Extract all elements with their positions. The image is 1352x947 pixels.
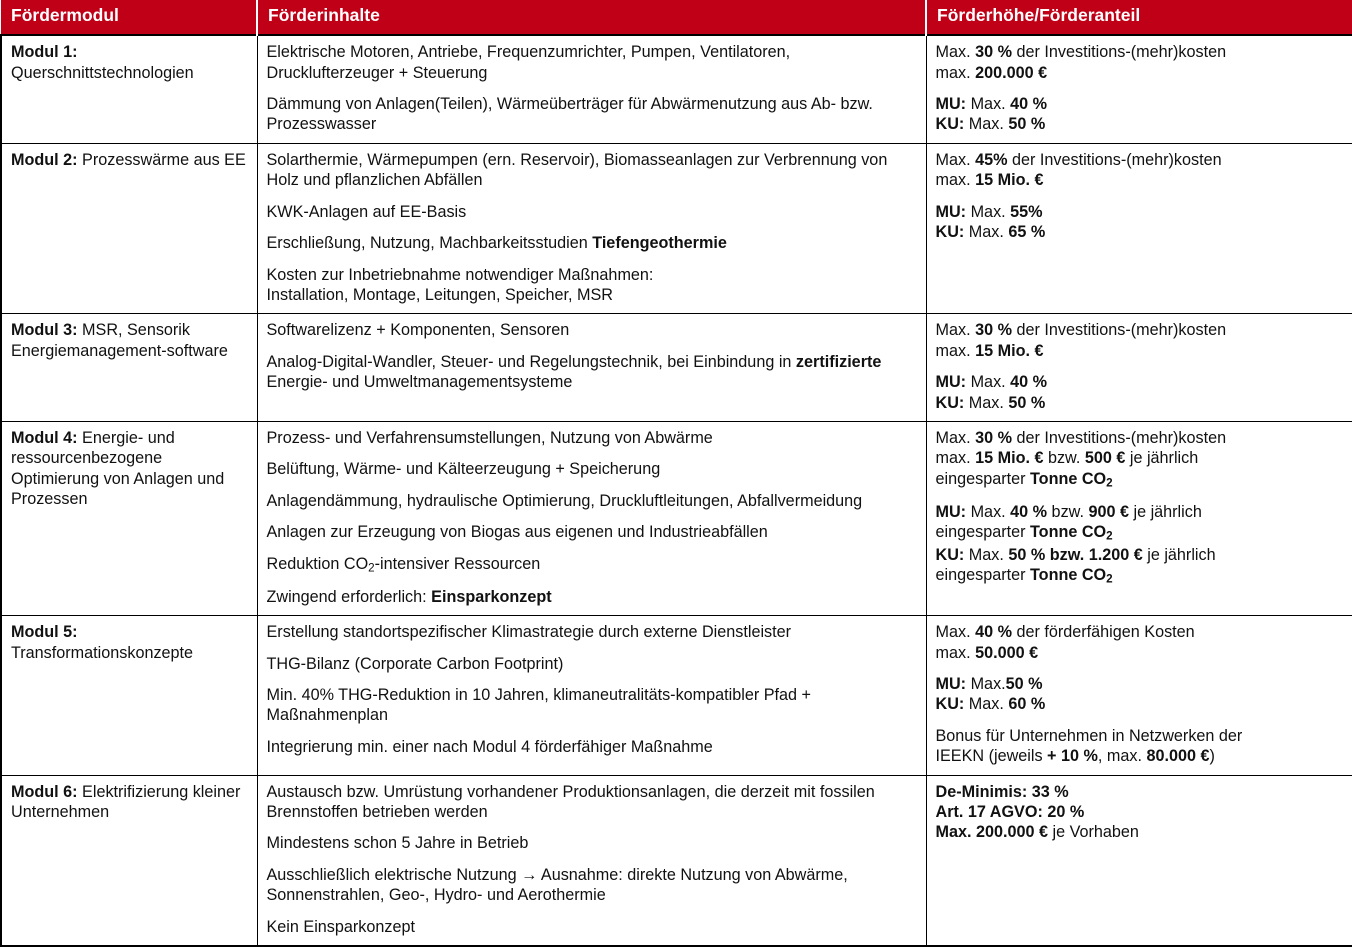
funding-text: je jährlich bbox=[1142, 545, 1216, 564]
funding-value: 30 % bbox=[975, 428, 1012, 447]
funding-text: der Investitions-(mehr)kosten bbox=[1011, 43, 1227, 62]
funding-text: Max. bbox=[935, 150, 976, 169]
cell-funding-5 bbox=[926, 616, 1352, 775]
table-row bbox=[1, 35, 1352, 143]
content-text: Analog-Digital-Wandler, Steuer- und Regelungstechnik, bei Einbindung in bbox=[266, 352, 796, 371]
funding-value: 40 % bbox=[1010, 373, 1048, 392]
funding-text: max. bbox=[935, 643, 976, 662]
table-body bbox=[1, 35, 1352, 946]
cell-funding-3 bbox=[926, 314, 1352, 422]
module-5-name: Transformationskonzepte bbox=[11, 643, 194, 662]
cell-funding-1 bbox=[926, 35, 1352, 143]
subscript: 2 bbox=[368, 561, 375, 575]
cell-contents-2 bbox=[257, 143, 926, 313]
content-item: Integrierung min. einer nach Modul 4 förderfähiger Maßnahme bbox=[266, 737, 713, 756]
funding-text: Max. bbox=[966, 502, 1011, 521]
module-1-name: Querschnittstechnologien bbox=[11, 63, 194, 82]
cell-module-4 bbox=[1, 421, 257, 615]
funding-key: KU: bbox=[935, 115, 965, 134]
funding-text: Max. bbox=[964, 695, 1009, 714]
content-text: Zwingend erforderlich: bbox=[266, 587, 432, 606]
content-item: Min. 40% THG-Reduktion in 10 Jahren, klimaneutralitäts-kompatibler Pfad + Maßnahmenplan bbox=[266, 686, 811, 725]
funding-value: 500 € bbox=[1084, 449, 1126, 468]
content-item: Dämmung von Anlagen(Teilen), Wärmeüberträger für Abwärmenutzung aus Ab- bzw. Prozesswasser bbox=[266, 95, 873, 134]
content-text: -intensiver Ressourcen bbox=[374, 554, 541, 573]
cell-funding-4 bbox=[926, 421, 1352, 615]
funding-text: Bonus für Unternehmen in Netzwerken der bbox=[935, 726, 1243, 745]
funding-text: Max. bbox=[935, 321, 976, 340]
module-6-name: Elektrifizierung kleiner Unternehmen bbox=[11, 782, 241, 822]
funding-text: der Investitions-(mehr)kosten bbox=[1011, 321, 1227, 340]
cell-module-6 bbox=[1, 775, 257, 946]
column-header-foerderinhalte: Förderinhalte bbox=[257, 0, 926, 35]
funding-text: Max. bbox=[964, 223, 1009, 242]
funding-key: KU: bbox=[935, 393, 965, 412]
funding-item bbox=[936, 94, 1344, 135]
module-4-label: Modul 4: bbox=[11, 428, 78, 447]
funding-key: MU: bbox=[935, 373, 967, 392]
funding-text: eingesparter bbox=[935, 566, 1030, 585]
funding-item bbox=[936, 202, 1344, 243]
subscript: 2 bbox=[1106, 476, 1113, 490]
content-item: KWK-Anlagen auf EE-Basis bbox=[266, 202, 467, 221]
module-5-label: Modul 5: bbox=[11, 623, 78, 642]
funding-text: der Investitions-(mehr)kosten bbox=[1011, 428, 1227, 447]
funding-item bbox=[936, 674, 1344, 715]
funding-value: 900 € bbox=[1088, 502, 1129, 521]
funding-value-text: Tonne CO bbox=[1030, 469, 1107, 488]
content-item: Solarthermie, Wärmepumpen (ern. Reservoir), Biomasseanlagen zur Verbrennung von Holz und pflanzlichen Abfällen bbox=[266, 150, 888, 190]
funding-value-text: Tonne CO bbox=[1030, 523, 1107, 542]
content-item: Belüftung, Wärme- und Kälteerzeugung + Speicherung bbox=[266, 460, 661, 479]
funding-value: 40 % bbox=[975, 623, 1012, 642]
content-item: Softwarelizenz + Komponenten, Sensoren bbox=[266, 321, 570, 340]
funding-text: Max. bbox=[966, 95, 1011, 114]
table-row bbox=[1, 616, 1352, 775]
funding-key: KU: bbox=[935, 695, 965, 714]
funding-item bbox=[936, 726, 1344, 767]
funding-key: KU: bbox=[935, 223, 965, 242]
content-item: Ausschließlich elektrische Nutzung → Ausnahme: direkte Nutzung von Abwärme, Sonnenstrahlen, Geo-, Hydro- und Aerothermie bbox=[266, 865, 848, 905]
cell-contents-5 bbox=[257, 616, 926, 775]
content-item: Mindestens schon 5 Jahre in Betrieb bbox=[266, 834, 529, 853]
table-row bbox=[1, 314, 1352, 422]
content-item: Kein Einsparkonzept bbox=[266, 917, 415, 936]
content-text: Installation, Montage, Leitungen, Speicher, MSR bbox=[266, 285, 613, 304]
cell-module-5 bbox=[1, 616, 257, 775]
funding-item bbox=[936, 502, 1344, 587]
cell-contents-6 bbox=[257, 775, 926, 946]
funding-value: 15 Mio. € bbox=[975, 171, 1044, 190]
subscript: 2 bbox=[1106, 572, 1113, 586]
funding-item bbox=[936, 320, 1344, 361]
content-item bbox=[267, 554, 917, 576]
funding-value: 15 Mio. € bbox=[975, 341, 1044, 360]
funding-text: Max. bbox=[935, 428, 976, 447]
funding-key: MU: bbox=[935, 502, 967, 521]
funding-value: 30 % bbox=[975, 321, 1012, 340]
funding-value: 40 % bbox=[1010, 95, 1048, 114]
table-row bbox=[1, 143, 1352, 313]
funding-value: 15 Mio. € bbox=[975, 449, 1044, 468]
funding-value: Art. 17 AGVO: 20 % bbox=[935, 803, 1085, 822]
funding-text: max. bbox=[935, 171, 976, 190]
content-item bbox=[267, 265, 917, 306]
header-row bbox=[1, 0, 1352, 35]
column-header-foerdermodul: Fördermodul bbox=[1, 0, 257, 35]
module-2-label: Modul 2: bbox=[11, 150, 78, 169]
funding-text: der förderfähigen Kosten bbox=[1011, 623, 1195, 642]
content-text: Erschließung, Nutzung, Machbarkeitsstudien bbox=[266, 234, 593, 253]
content-emphasis: Tiefengeothermie bbox=[592, 234, 727, 253]
funding-value: + 10 % bbox=[1047, 747, 1098, 766]
funding-text: der Investitions-(mehr)kosten bbox=[1007, 150, 1222, 169]
funding-value: 40 % bbox=[1010, 502, 1048, 521]
content-text: Energie- und Umweltmanagementsysteme bbox=[266, 373, 573, 392]
funding-text: ) bbox=[1209, 747, 1215, 766]
funding-text: , max. bbox=[1097, 747, 1147, 766]
funding-key: KU: bbox=[935, 545, 965, 564]
content-item: Anlagendämmung, hydraulische Optimierung, Druckluftleitungen, Abfallvermeidung bbox=[266, 491, 863, 510]
funding-value: 50 % bbox=[1005, 675, 1043, 694]
funding-value: 50 % bzw. 1.200 € bbox=[1008, 545, 1143, 564]
cell-module-1 bbox=[1, 35, 257, 143]
module-4-name: Energie- und ressourcenbezogene Optimierung von Anlagen und Prozessen bbox=[11, 428, 225, 509]
funding-item bbox=[936, 372, 1344, 413]
module-3-label: Modul 3: bbox=[11, 321, 78, 340]
cell-module-2 bbox=[1, 143, 257, 313]
module-1-label: Modul 1: bbox=[11, 43, 78, 62]
funding-item bbox=[936, 622, 1344, 663]
subscript: 2 bbox=[1106, 529, 1113, 543]
content-item: THG-Bilanz (Corporate Carbon Footprint) bbox=[266, 654, 564, 673]
cell-funding-6 bbox=[926, 775, 1352, 946]
funding-text: Max. bbox=[966, 373, 1011, 392]
column-header-foerderhoehe: Förderhöhe/Förderanteil bbox=[926, 0, 1352, 35]
funding-key: MU: bbox=[935, 675, 967, 694]
cell-contents-1 bbox=[257, 35, 926, 143]
funding-text: Max. bbox=[966, 202, 1011, 221]
content-item: Anlagen zur Erzeugung von Biogas aus eigenen und Industrieabfällen bbox=[266, 523, 768, 542]
funding-text: je jährlich bbox=[1125, 449, 1199, 468]
funding-value: 50 % bbox=[1008, 393, 1046, 412]
funding-text: max. bbox=[935, 449, 976, 468]
funding-value: 200.000 € bbox=[975, 63, 1048, 82]
content-emphasis: Einsparkonzept bbox=[431, 587, 552, 606]
content-item: Erstellung standortspezifischer Klimastrategie durch externe Dienstleister bbox=[266, 623, 792, 642]
content-emphasis: zertifizierte bbox=[795, 352, 882, 371]
funding-text: Max. bbox=[935, 623, 976, 642]
funding-text: Max. bbox=[935, 43, 976, 62]
content-item bbox=[267, 587, 917, 607]
funding-text: IEEKN (jeweils bbox=[935, 747, 1048, 766]
funding-item bbox=[936, 782, 1344, 843]
funding-text: bzw. bbox=[1047, 502, 1089, 521]
content-text: Reduktion CO bbox=[266, 554, 369, 573]
table-header bbox=[1, 0, 1352, 35]
funding-item bbox=[936, 150, 1344, 191]
content-text: Kosten zur Inbetriebnahme notwendiger Maßnahmen: bbox=[266, 265, 654, 284]
funding-value: 65 % bbox=[1008, 223, 1046, 242]
cell-contents-3 bbox=[257, 314, 926, 422]
funding-value-text: Tonne CO bbox=[1030, 566, 1107, 585]
funding-value: 80.000 € bbox=[1146, 747, 1210, 766]
cell-contents-4 bbox=[257, 421, 926, 615]
funding-text: Max. bbox=[964, 545, 1009, 564]
module-2-name: Prozesswärme aus EE bbox=[82, 150, 246, 169]
content-item: Elektrische Motoren, Antriebe, Frequenzumrichter, Pumpen, Ventilatoren, Drucklufterzeuger + Steuerung bbox=[266, 43, 791, 82]
funding-value bbox=[1030, 470, 1113, 488]
funding-text: Max. bbox=[966, 675, 1006, 694]
funding-text: Max. bbox=[964, 393, 1009, 412]
funding-value: 50 % bbox=[1008, 115, 1046, 134]
content-item bbox=[267, 233, 917, 253]
funding-text: bzw. bbox=[1043, 449, 1085, 468]
cell-module-3 bbox=[1, 314, 257, 422]
funding-value: De-Minimis: 33 % bbox=[935, 782, 1069, 801]
cell-funding-2 bbox=[926, 143, 1352, 313]
funding-value bbox=[1030, 566, 1113, 584]
funding-key: MU: bbox=[935, 95, 967, 114]
funding-item bbox=[936, 42, 1344, 83]
funding-value: Max. 200.000 € bbox=[935, 823, 1048, 842]
content-item: Austausch bzw. Umrüstung vorhandener Produktionsanlagen, die derzeit mit fossilen Brennstoffen betrieben werden bbox=[266, 782, 875, 822]
funding-value: 55% bbox=[1010, 202, 1043, 221]
funding-text: eingesparter bbox=[935, 469, 1030, 488]
module-6-label: Modul 6: bbox=[11, 782, 78, 801]
funding-text: je jährlich bbox=[1128, 502, 1202, 521]
funding-value: 30 % bbox=[975, 43, 1012, 62]
funding-text: max. bbox=[935, 63, 976, 82]
content-item bbox=[267, 352, 917, 393]
funding-item bbox=[936, 428, 1344, 491]
content-item: Prozess- und Verfahrensumstellungen, Nutzung von Abwärme bbox=[266, 428, 713, 447]
module-3-name: MSR, Sensorik Energiemanagement-software bbox=[11, 321, 228, 360]
funding-text: Max. bbox=[964, 115, 1009, 134]
funding-value: 50.000 € bbox=[975, 643, 1039, 662]
funding-text: eingesparter bbox=[935, 523, 1030, 542]
funding-text: je Vorhaben bbox=[1048, 823, 1139, 842]
funding-value: 45% bbox=[975, 150, 1008, 169]
table-row bbox=[1, 775, 1352, 946]
funding-value: 60 % bbox=[1008, 695, 1046, 714]
funding-text: max. bbox=[935, 341, 976, 360]
funding-value bbox=[1030, 523, 1113, 541]
table-row bbox=[1, 421, 1352, 615]
funding-key: MU: bbox=[935, 202, 967, 221]
